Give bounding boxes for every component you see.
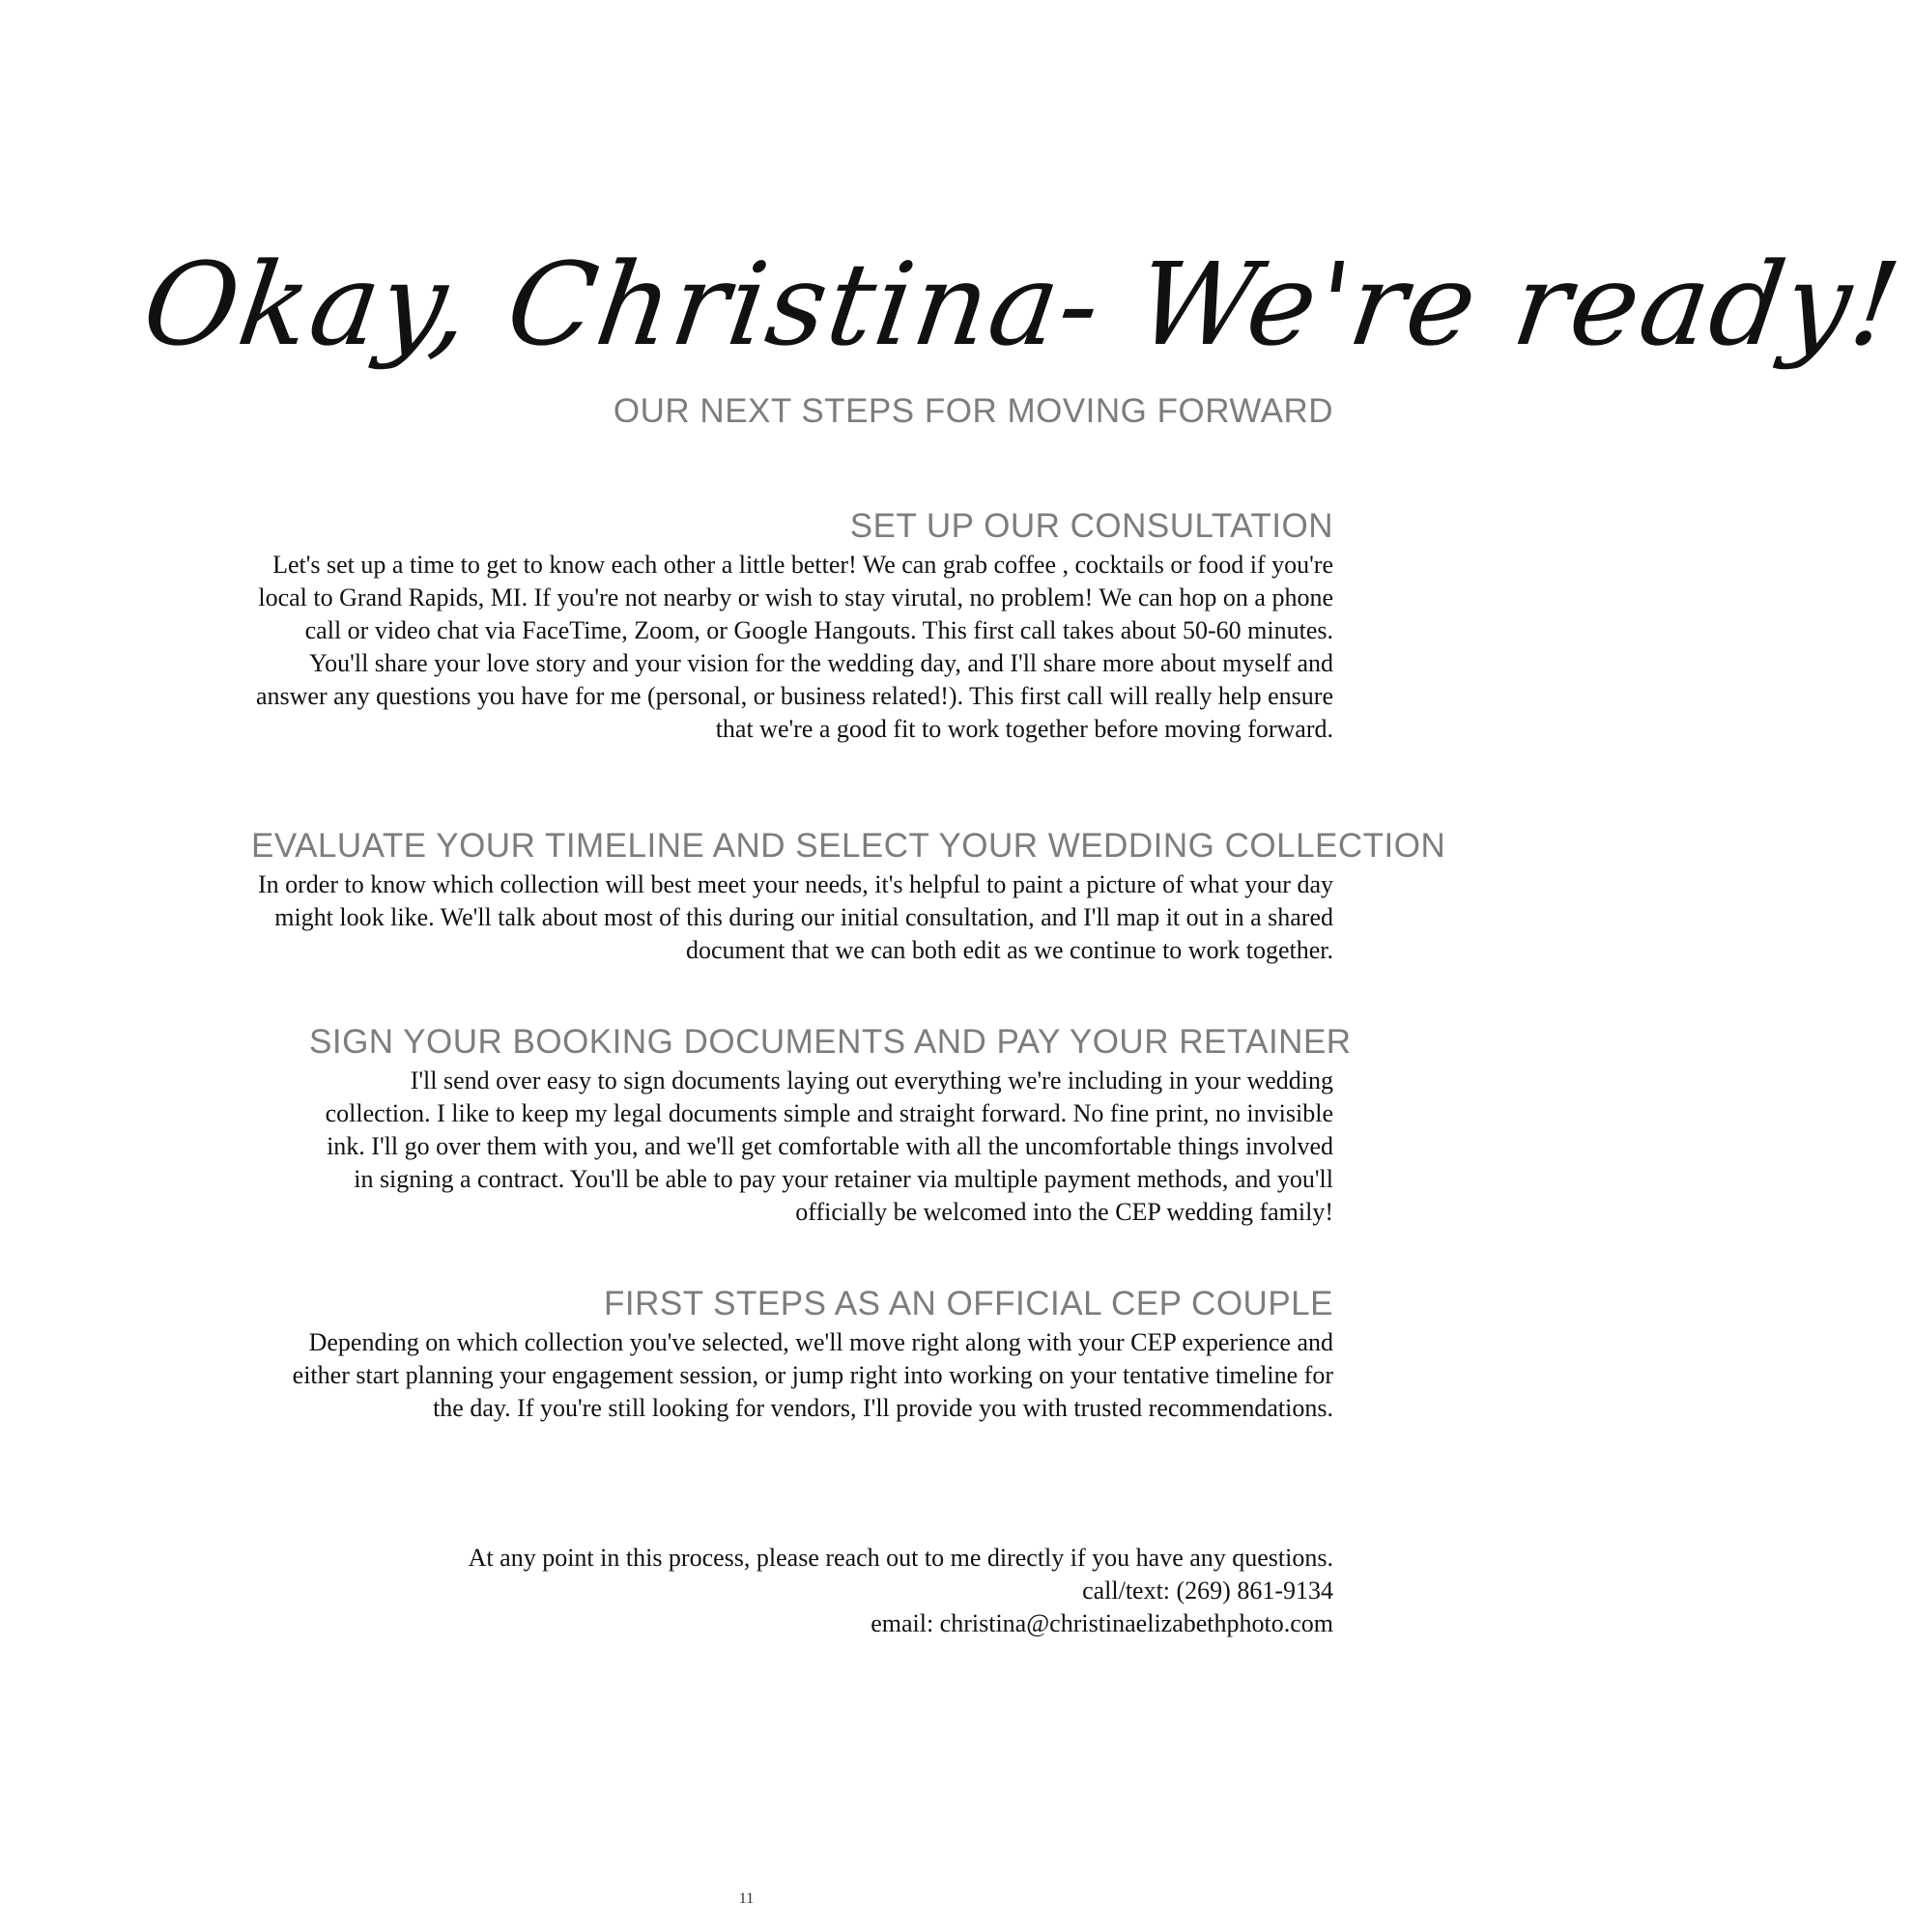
contact-intro: At any point in this process, please reach out to me directly if you have any questions. [468, 1544, 1333, 1572]
contact-email: email: christina@christinaelizabethphoto.com [871, 1609, 1333, 1637]
section-timeline [251, 824, 1446, 967]
section-heading: FIRST STEPS AS AN OFFICIAL CEP COUPLE [603, 1285, 1333, 1322]
section-consultation [251, 504, 1333, 746]
page-subtitle: OUR NEXT STEPS FOR MOVING FORWARD [613, 392, 1333, 430]
section-body: I'll send over easy to sign documents laying out everything we're including in your wedding collection. I like to keep my legal documents simple and straight forward. No fine print, no invisible ink. I'll go over them with you, and we'll get comfortable with all the uncomfortable things involved in signing a contract. You'll be able to pay your retainer via multiple payment methods, and you'll officially be welcomed into the CEP wedding family! [325, 1066, 1333, 1226]
section-body: Depending on which collection you've selected, we'll move right along with your CEP experience and either start planning your engagement session, or jump right into working on your tentative timeline for the day. If you're still looking for vendors, I'll provide you with trusted recommendations. [292, 1328, 1333, 1422]
section-heading: EVALUATE YOUR TIMELINE AND SELECT YOUR WEDDING COLLECTION [251, 827, 1446, 865]
page-number: 11 [738, 1890, 755, 1907]
section-first-steps [261, 1282, 1333, 1425]
contact-phone: call/text: (269) 861-9134 [1082, 1577, 1333, 1605]
section-body: Let's set up a time to get to know each other a little better! We can grab coffee , cocktails or food if you're local to Grand Rapids, MI. If you're not nearby or wish to stay virutal, no problem! We can hop on a phone call or video chat via FaceTime, Zoom, or Google Hangouts. This first call takes about 50-60 minutes. You'll share your love story and your vision for the wedding day, and I'll share more about myself and answer any questions you have for me (personal, or business related!). This first call will really help ensure that we're a good fit to work together before moving forward. [255, 551, 1333, 743]
section-heading: SIGN YOUR BOOKING DOCUMENTS AND PAY YOUR RETAINER [309, 1023, 1352, 1061]
contact-block [469, 1542, 1333, 1640]
section-body: In order to know which collection will best meet your needs, it's helpful to paint a picture of what your day might look like. We'll talk about most of this during our initial consultation, and I'll map it out in a shared document that we can both edit as we continue to work together. [257, 870, 1333, 964]
script-title: Okay, Christina- We're ready! [135, 238, 1910, 371]
section-heading: SET UP OUR CONSULTATION [849, 507, 1333, 545]
section-booking [309, 1020, 1352, 1229]
